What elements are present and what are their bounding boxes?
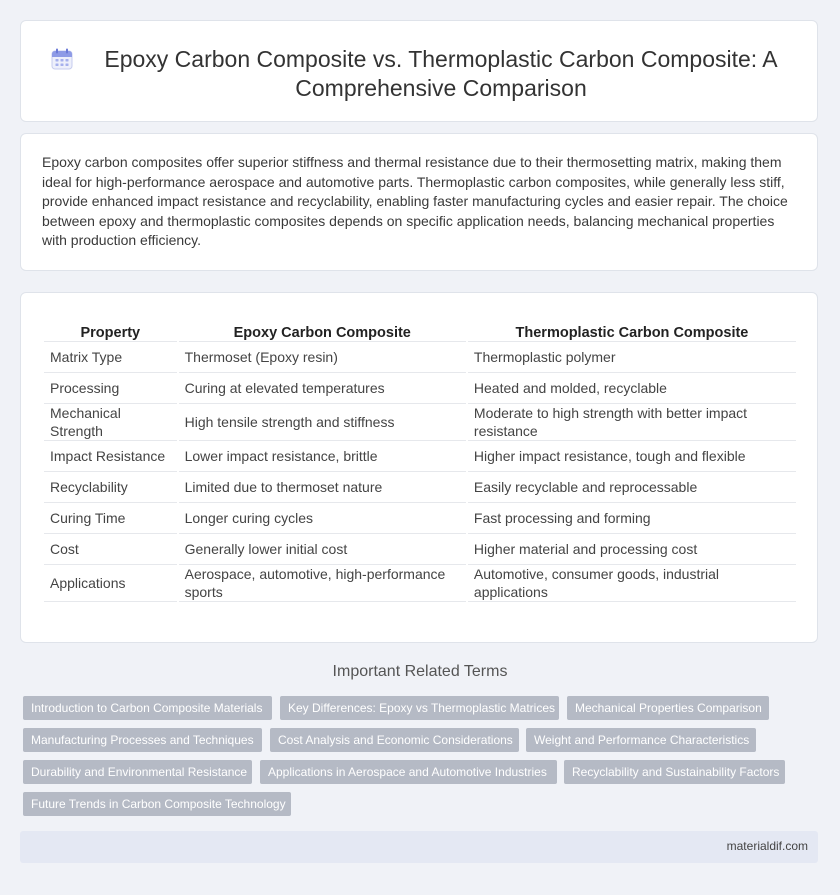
thermoplastic-cell: Higher impact resistance, tough and flexible [468, 441, 796, 472]
table-row [44, 472, 796, 503]
calendar-icon [50, 47, 74, 71]
table-header-row [44, 315, 796, 342]
epoxy-cell: Lower impact resistance, brittle [179, 441, 466, 472]
property-cell: Applications [44, 565, 177, 602]
related-term-tag[interactable]: Key Differences: Epoxy vs Thermoplastic Matrices [280, 696, 559, 720]
intro-paragraph: Epoxy carbon composites offer superior stiffness and thermal resistance due to their thermosetting matrix, making them ideal for high-performance aerospace and automotive parts. Thermoplastic carbon composites, while generally less stiff, provide enhanced impact resistance and recyclability, enabling faster manufacturing cycles and easier repair. The choice between epoxy and thermoplastic composites depends on specific application needs, balancing mechanical properties with production efficiency. [42, 154, 788, 248]
epoxy-cell: Thermoset (Epoxy resin) [179, 342, 466, 373]
column-header-thermoplastic: Thermoplastic Carbon Composite [468, 315, 796, 342]
related-term-tag[interactable]: Mechanical Properties Comparison [567, 696, 769, 720]
table-row [44, 373, 796, 404]
thermoplastic-cell: Easily recyclable and reprocessable [468, 472, 796, 503]
table-row [44, 342, 796, 373]
footer [20, 831, 818, 863]
related-term-tag[interactable]: Manufacturing Processes and Techniques [23, 728, 262, 752]
property-cell: Processing [44, 373, 177, 404]
table-row [44, 404, 796, 441]
table-row [44, 503, 796, 534]
related-terms-title: Important Related Terms [332, 663, 508, 680]
related-term-tag[interactable]: Durability and Environmental Resistance [23, 760, 252, 784]
site-name[interactable]: materialdif.com [726, 839, 808, 853]
epoxy-cell: High tensile strength and stiffness [179, 404, 466, 441]
table-row [44, 565, 796, 602]
column-header-property: Property [44, 315, 177, 342]
epoxy-cell: Limited due to thermoset nature [179, 472, 466, 503]
comparison-card [20, 292, 818, 643]
title-row [21, 21, 817, 121]
thermoplastic-cell: Automotive, consumer goods, industrial applications [468, 565, 796, 602]
related-term-tag[interactable]: Future Trends in Carbon Composite Technology [23, 792, 291, 816]
epoxy-cell: Longer curing cycles [179, 503, 466, 534]
comparison-table [42, 315, 798, 602]
thermoplastic-cell: Fast processing and forming [468, 503, 796, 534]
related-term-tag[interactable]: Cost Analysis and Economic Considerations [270, 728, 519, 752]
table-row [44, 441, 796, 472]
epoxy-cell: Generally lower initial cost [179, 534, 466, 565]
column-header-epoxy: Epoxy Carbon Composite [179, 315, 466, 342]
property-cell: Mechanical Strength [44, 404, 177, 441]
thermoplastic-cell: Thermoplastic polymer [468, 342, 796, 373]
epoxy-cell: Curing at elevated temperatures [179, 373, 466, 404]
table-row [44, 534, 796, 565]
related-term-tag[interactable]: Applications in Aerospace and Automotive Industries [260, 760, 557, 784]
property-cell: Impact Resistance [44, 441, 177, 472]
related-term-tag[interactable]: Recyclability and Sustainability Factors [564, 760, 785, 784]
thermoplastic-cell: Moderate to high strength with better impact resistance [468, 404, 796, 441]
property-cell: Cost [44, 534, 177, 565]
title-card [20, 20, 818, 122]
related-term-tag[interactable]: Introduction to Carbon Composite Materials [23, 696, 272, 720]
thermoplastic-cell: Higher material and processing cost [468, 534, 796, 565]
related-term-tag[interactable]: Weight and Performance Characteristics [526, 728, 756, 752]
intro-card [20, 133, 818, 271]
property-cell: Matrix Type [44, 342, 177, 373]
property-cell: Recyclability [44, 472, 177, 503]
thermoplastic-cell: Heated and molded, recyclable [468, 373, 796, 404]
epoxy-cell: Aerospace, automotive, high-performance sports [179, 565, 466, 602]
property-cell: Curing Time [44, 503, 177, 534]
page-title: Epoxy Carbon Composite vs. Thermoplastic Carbon Composite: A Comprehensive Comparison [104, 46, 778, 101]
